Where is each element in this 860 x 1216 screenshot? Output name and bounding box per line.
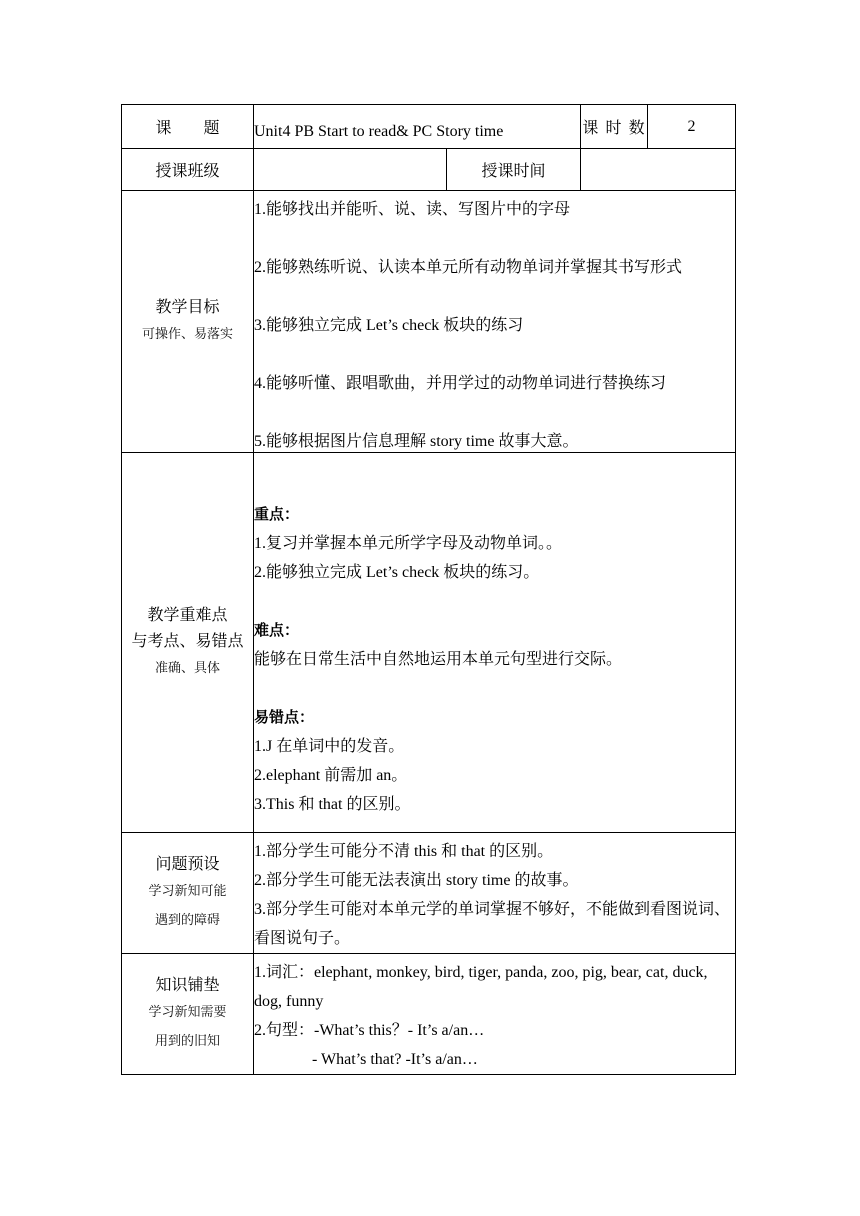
goals-row	[122, 191, 736, 453]
problem-item: 3.部分学生可能对本单元学的单词掌握不够好，不能做到看图说词、看图说句子。	[254, 901, 731, 947]
error-item: 3.This 和 that 的区别。	[254, 796, 411, 813]
problems-sub-1: 学习新知可能	[148, 884, 227, 899]
prior-sub-1: 学习新知需要	[148, 1005, 227, 1020]
pattern-line: - What’s that? -It’s a/an…	[312, 1051, 478, 1068]
prior-sub-2: 用到的旧知	[154, 1034, 220, 1049]
error-item: 2.elephant 前需加 an。	[254, 767, 408, 784]
key-points-row	[122, 453, 736, 833]
goals-content	[254, 191, 736, 453]
goals-label-cell	[122, 191, 254, 453]
hours-label: 课 时 数	[581, 105, 648, 149]
prior-knowledge-row	[122, 954, 736, 1075]
problems-row	[122, 833, 736, 954]
difficulty-title: 难点：	[254, 621, 300, 639]
error-title: 易错点：	[254, 708, 315, 726]
key-item: 2.能够独立完成 Let’s check 板块的练习。	[254, 564, 540, 581]
topic-row	[122, 105, 736, 149]
key-content	[254, 453, 736, 833]
prior-label: 知识铺垫	[155, 975, 220, 994]
problems-sub-2: 遇到的障碍	[154, 913, 220, 928]
pattern-line: 2.句型：-What’s this？- It’s a/an…	[254, 1022, 485, 1039]
goal-item: 5.能够根据图片信息理解 story time 故事大意。	[254, 433, 579, 450]
key-label-cell	[122, 453, 254, 833]
time-value	[581, 149, 736, 191]
hours-value: 2	[648, 105, 736, 149]
class-label: 授课班级	[122, 149, 254, 191]
vocab-line: 1.词汇：elephant, monkey, bird, tiger, panda, zoo, pig, bear, cat, duck, dog, funny	[254, 964, 708, 1010]
class-value	[254, 149, 447, 191]
error-item: 1.J 在单词中的发音。	[254, 738, 405, 755]
goals-label: 教学目标	[155, 297, 220, 316]
class-row	[122, 149, 736, 191]
prior-content	[254, 954, 736, 1075]
difficulty-item: 能够在日常生活中自然地运用本单元句型进行交际。	[254, 651, 623, 668]
goal-item: 3.能够独立完成 Let’s check 板块的练习	[254, 317, 524, 334]
lesson-plan-table	[121, 104, 736, 1075]
key-sub: 准确、具体	[154, 661, 220, 676]
topic-label: 课 题	[122, 105, 254, 149]
time-label: 授课时间	[447, 149, 581, 191]
goal-item: 1.能够找出并能听、说、读、写图片中的字母	[254, 201, 571, 218]
problems-content	[254, 833, 736, 954]
topic-value: Unit4 PB Start to read& PC Story time	[254, 105, 581, 149]
problems-label: 问题预设	[155, 854, 220, 873]
key-label-1: 教学重难点	[147, 605, 228, 624]
key-label-2: 与考点、易错点	[131, 631, 244, 650]
goal-item: 2.能够熟练听说、认读本单元所有动物单词并掌握其书写形式	[254, 259, 683, 276]
key-item: 1.复习并掌握本单元所学字母及动物单词。。	[254, 535, 563, 552]
goals-sub: 可操作、易落实	[141, 327, 233, 342]
prior-label-cell	[122, 954, 254, 1075]
key-title: 重点：	[254, 505, 300, 523]
problem-item: 2.部分学生可能无法表演出 story time 的故事。	[254, 872, 579, 889]
problems-label-cell	[122, 833, 254, 954]
goal-item: 4.能够听懂、跟唱歌曲，并用学过的动物单词进行替换练习	[254, 375, 667, 392]
problem-item: 1.部分学生可能分不清 this 和 that 的区别。	[254, 843, 554, 860]
